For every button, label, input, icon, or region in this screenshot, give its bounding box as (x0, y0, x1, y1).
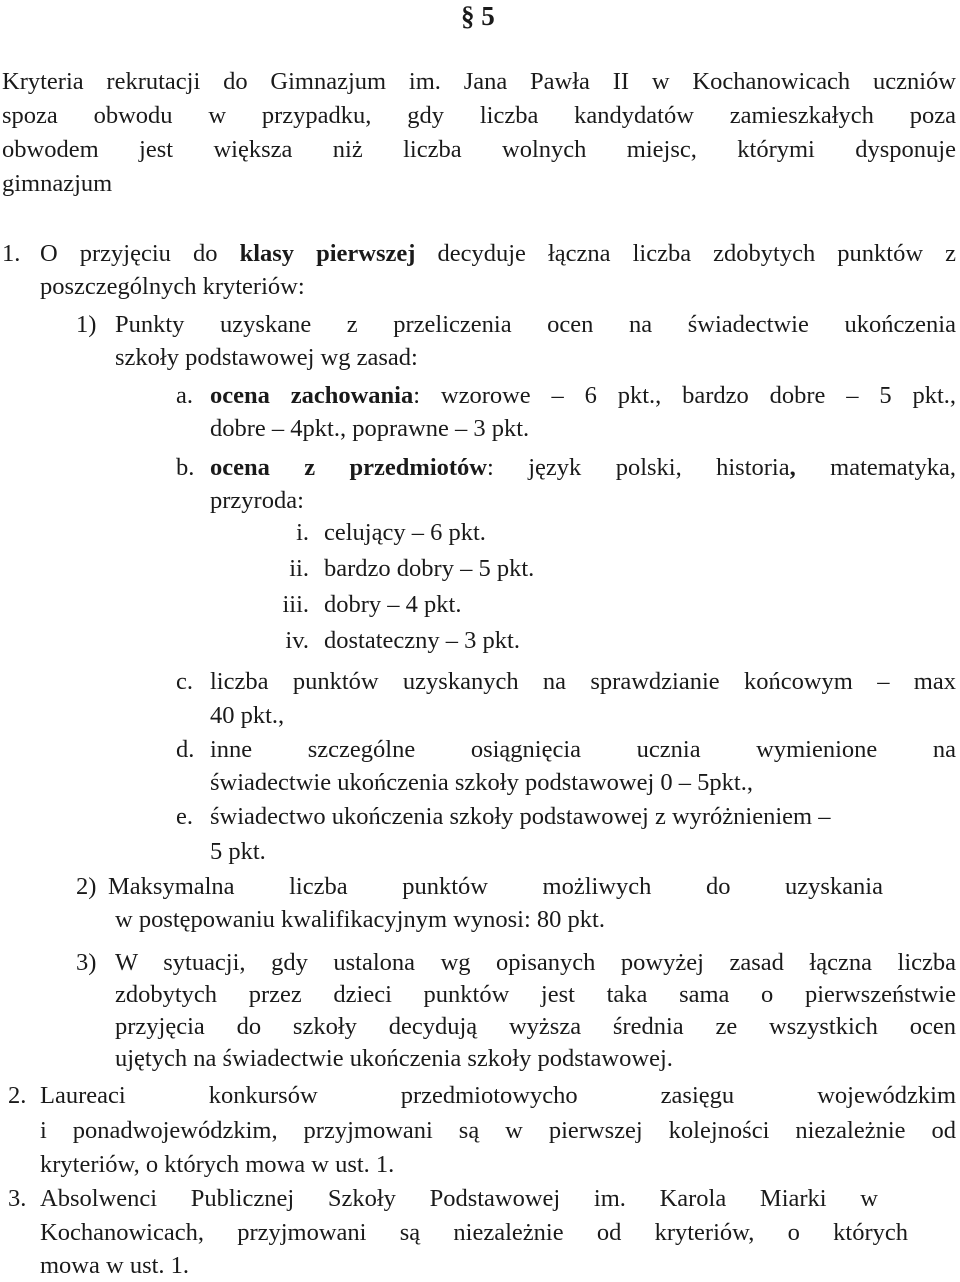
sub-item-e-line: świadectwo ukończenia szkoły podstawowej z wyróżnieniem – (210, 803, 831, 830)
sub-item-e-line: 5 pkt. (210, 838, 266, 865)
sub-item-letter: c. (176, 668, 193, 695)
item-1-line: Punkty uzyskane z przeliczenia ocen na świadectwie ukończenia (115, 311, 956, 338)
sub-item-letter: d. (176, 736, 195, 763)
item-3-line: zdobytych przez dzieci punktów jest taka sama o pierwszeństwie (115, 981, 956, 1008)
paragraph-2-line: i ponadwojewódzkim, przyjmowani są w pierwszej kolejności niezależnie od (40, 1117, 956, 1144)
intro-line: gimnazjum (2, 170, 113, 197)
paragraph-3-line: Kochanowicach, przyjmowani są niezależnie od kryteriów, o których (40, 1219, 908, 1246)
roman-numeral: iv. (285, 627, 309, 654)
sub-item-a-line: ocena zachowania: wzorowe – 6 pkt., bardzo dobre – 5 pkt., (210, 382, 957, 409)
section-heading: § 5 (461, 1, 495, 31)
sub-item-c-line: liczba punktów uzyskanych na sprawdzianie końcowym – max (210, 668, 956, 695)
sub-item-a-line: dobre – 4pkt., poprawne – 3 pkt. (210, 415, 530, 442)
item-1-line: szkoły podstawowej wg zasad: (115, 344, 418, 371)
roman-numeral: ii. (289, 555, 309, 582)
paragraph-2-line: Laureaci konkursów przedmiotowycho zasięgu wojewódzkim (40, 1082, 956, 1109)
sub-item-c-line: 40 pkt., (210, 702, 285, 729)
roman-numeral: iii. (282, 591, 309, 618)
roman-item: dostateczny – 3 pkt. (324, 627, 520, 654)
paragraph-number: 1. (2, 240, 21, 267)
paragraph-1-line: poszczególnych kryteriów: (40, 273, 305, 300)
sub-item-letter: e. (176, 803, 193, 830)
intro-line: obwodem jest większa niż liczba wolnych miejsc, którymi dysponuje (2, 136, 956, 163)
roman-numeral: i. (296, 519, 309, 546)
roman-item: celujący – 6 pkt. (324, 519, 486, 546)
intro-line: Kryteria rekrutacji do Gimnazjum im. Jana Pawła II w Kochanowicach uczniów (2, 68, 956, 95)
sub-item-d-line: inne szczególne osiągnięcia ucznia wymienione na (210, 736, 956, 763)
paragraph-number: 3. (8, 1185, 27, 1212)
item-number: 2) (76, 873, 97, 900)
sub-item-b-line: przyroda: (210, 487, 304, 514)
paragraph-3-line: mowa w ust. 1. (40, 1252, 190, 1279)
item-3-line: ujętych na świadectwie ukończenia szkoły podstawowej. (115, 1045, 673, 1072)
intro-line: spoza obwodu w przypadku, gdy liczba kandydatów zamieszkałych poza (2, 102, 956, 129)
roman-item: bardzo dobry – 5 pkt. (324, 555, 535, 582)
sub-item-letter: b. (176, 454, 195, 481)
item-3-line: przyjęcia do szkoły decydują wyższa średnia ze wszystkich ocen (115, 1013, 956, 1040)
item-2-line: w postępowaniu kwalifikacyjnym wynosi: 80 pkt. (115, 906, 605, 933)
paragraph-number: 2. (8, 1082, 27, 1109)
paragraph-3-line: Absolwenci Publicznej Szkoły Podstawowej im. Karola Miarki w (40, 1185, 878, 1212)
sub-item-b-line: ocena z przedmiotów: język polski, historia, matematyka, (210, 454, 956, 481)
item-number: 3) (76, 949, 97, 976)
item-3-line: W sytuacji, gdy ustalona wg opisanych powyżej zasad łączna liczba (115, 949, 956, 976)
item-2-line: Maksymalna liczba punktów możliwych do uzyskania (108, 873, 883, 900)
roman-item: dobry – 4 pkt. (324, 591, 462, 618)
sub-item-d-line: świadectwie ukończenia szkoły podstawowej 0 – 5pkt., (210, 769, 753, 796)
paragraph-2-line: kryteriów, o których mowa w ust. 1. (40, 1151, 395, 1178)
sub-item-letter: a. (176, 382, 193, 409)
item-number: 1) (76, 311, 97, 338)
paragraph-1-line: O przyjęciu do klasy pierwszej decyduje łączna liczba zdobytych punktów z (40, 240, 956, 267)
